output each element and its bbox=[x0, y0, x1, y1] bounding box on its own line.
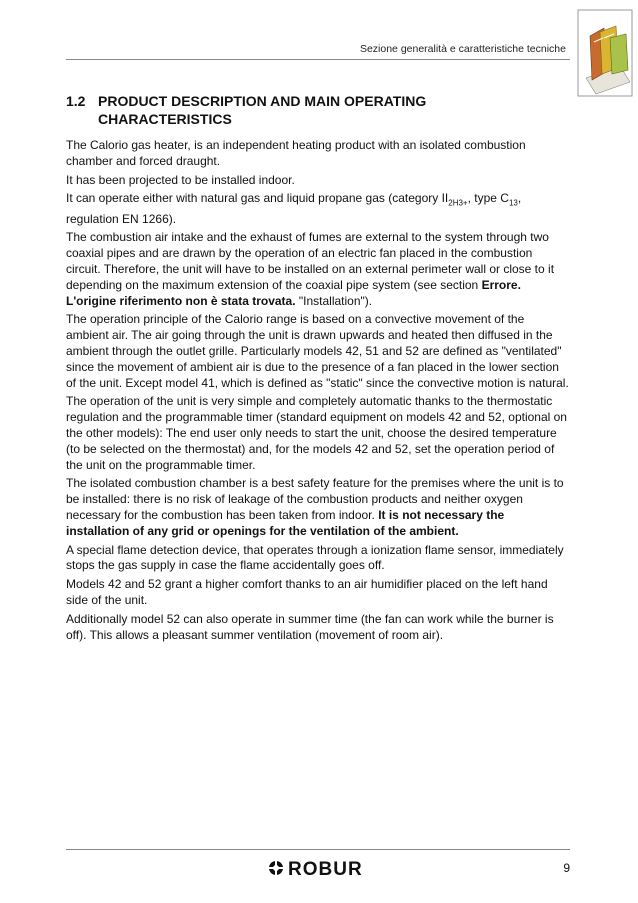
paragraph bbox=[66, 191, 570, 227]
document-body bbox=[66, 138, 570, 646]
paragraph bbox=[66, 230, 570, 309]
text-run: The isolated combustion chamber is a best safety feature for the premises where the unit is to be installed: there is no risk of leakage of the combustion products and neither oxygen necessary for the combustion has been taken from indoor. bbox=[66, 476, 564, 522]
paragraph bbox=[66, 476, 570, 539]
paragraph: A special flame detection device, that operates through a ionization flame sensor, immediately stops the gas supply in case the flame accidentally goes off. bbox=[66, 542, 564, 573]
paragraph: It has been projected to be installed indoor. bbox=[66, 172, 295, 187]
subscript: 13 bbox=[508, 198, 518, 208]
header-divider bbox=[66, 59, 570, 60]
manual-books-icon bbox=[576, 8, 634, 98]
text-run: It can operate either with natural gas and liquid propane gas (category II bbox=[66, 191, 449, 206]
text-run: , regulation EN 1266). bbox=[66, 191, 522, 226]
paragraph: Models 42 and 52 grant a higher comfort thanks to an air humidifier placed on the left hand side of the unit. bbox=[66, 577, 548, 607]
section-number: 1.2 bbox=[66, 93, 86, 109]
bold-notice: It is not necessary the installation of any grid or openings for the ventilation of the ambient. bbox=[66, 507, 505, 538]
header-section-title: Sezione generalità e caratteristiche tecniche bbox=[359, 43, 566, 55]
section-title: PRODUCT DESCRIPTION AND MAIN OPERATING CHARACTERISTICS bbox=[98, 93, 427, 127]
cross-reference-error: Errore. L'origine riferimento non è stata trovata. bbox=[66, 277, 521, 308]
paragraph: The Calorio gas heater, is an independent heating product with an isolated combustion chamber and forced draught. bbox=[66, 138, 526, 168]
footer-divider bbox=[66, 849, 570, 850]
page-number: 9 bbox=[563, 861, 570, 875]
text-run: "Installation"). bbox=[295, 293, 373, 308]
brand-name: ROBUR bbox=[288, 859, 363, 879]
subscript: 2H3+ bbox=[448, 198, 468, 208]
text-run: , type C bbox=[467, 191, 509, 206]
text-run: The combustion air intake and the exhaust of fumes are external to the system through two coaxial pipes and are drawn by the operation of an electric fan placed in the combustion circuit. Therefore, the unit will have to be installed on an external perimeter wall or close to it depending on the maximum extension of the coaxial pipe system (see section bbox=[66, 230, 555, 292]
paragraph: The operation of the unit is very simple and completely automatic thanks to the thermostatic regulation and the programmable timer (standard equipment on models 42 and 52, optional on the other models): The end user only needs to start the unit, choose the desired temperature (to be selected on the thermostat) and, for the models 42 and 52, set the operation period of the unit on the programmable timer. bbox=[66, 394, 567, 472]
paragraph: The operation principle of the Calorio range is based on a convective movement of the ambient air. The air going through the unit is drawn upwards and heated then diffused in the ambient through the outlet grille. Particularly models 42, 51 and 52 are defined as "ventilated" since the movement of ambient air is due to the presence of a fan placed in the lower section of the unit. Except model 41, which is defined as "static" since the convective motion is natural. bbox=[66, 312, 569, 390]
paragraph: Additionally model 52 can also operate in summer time (the fan can work while the burner is off). This allows a pleasant summer ventilation (movement of room air). bbox=[66, 611, 554, 642]
robur-logo bbox=[268, 857, 398, 879]
